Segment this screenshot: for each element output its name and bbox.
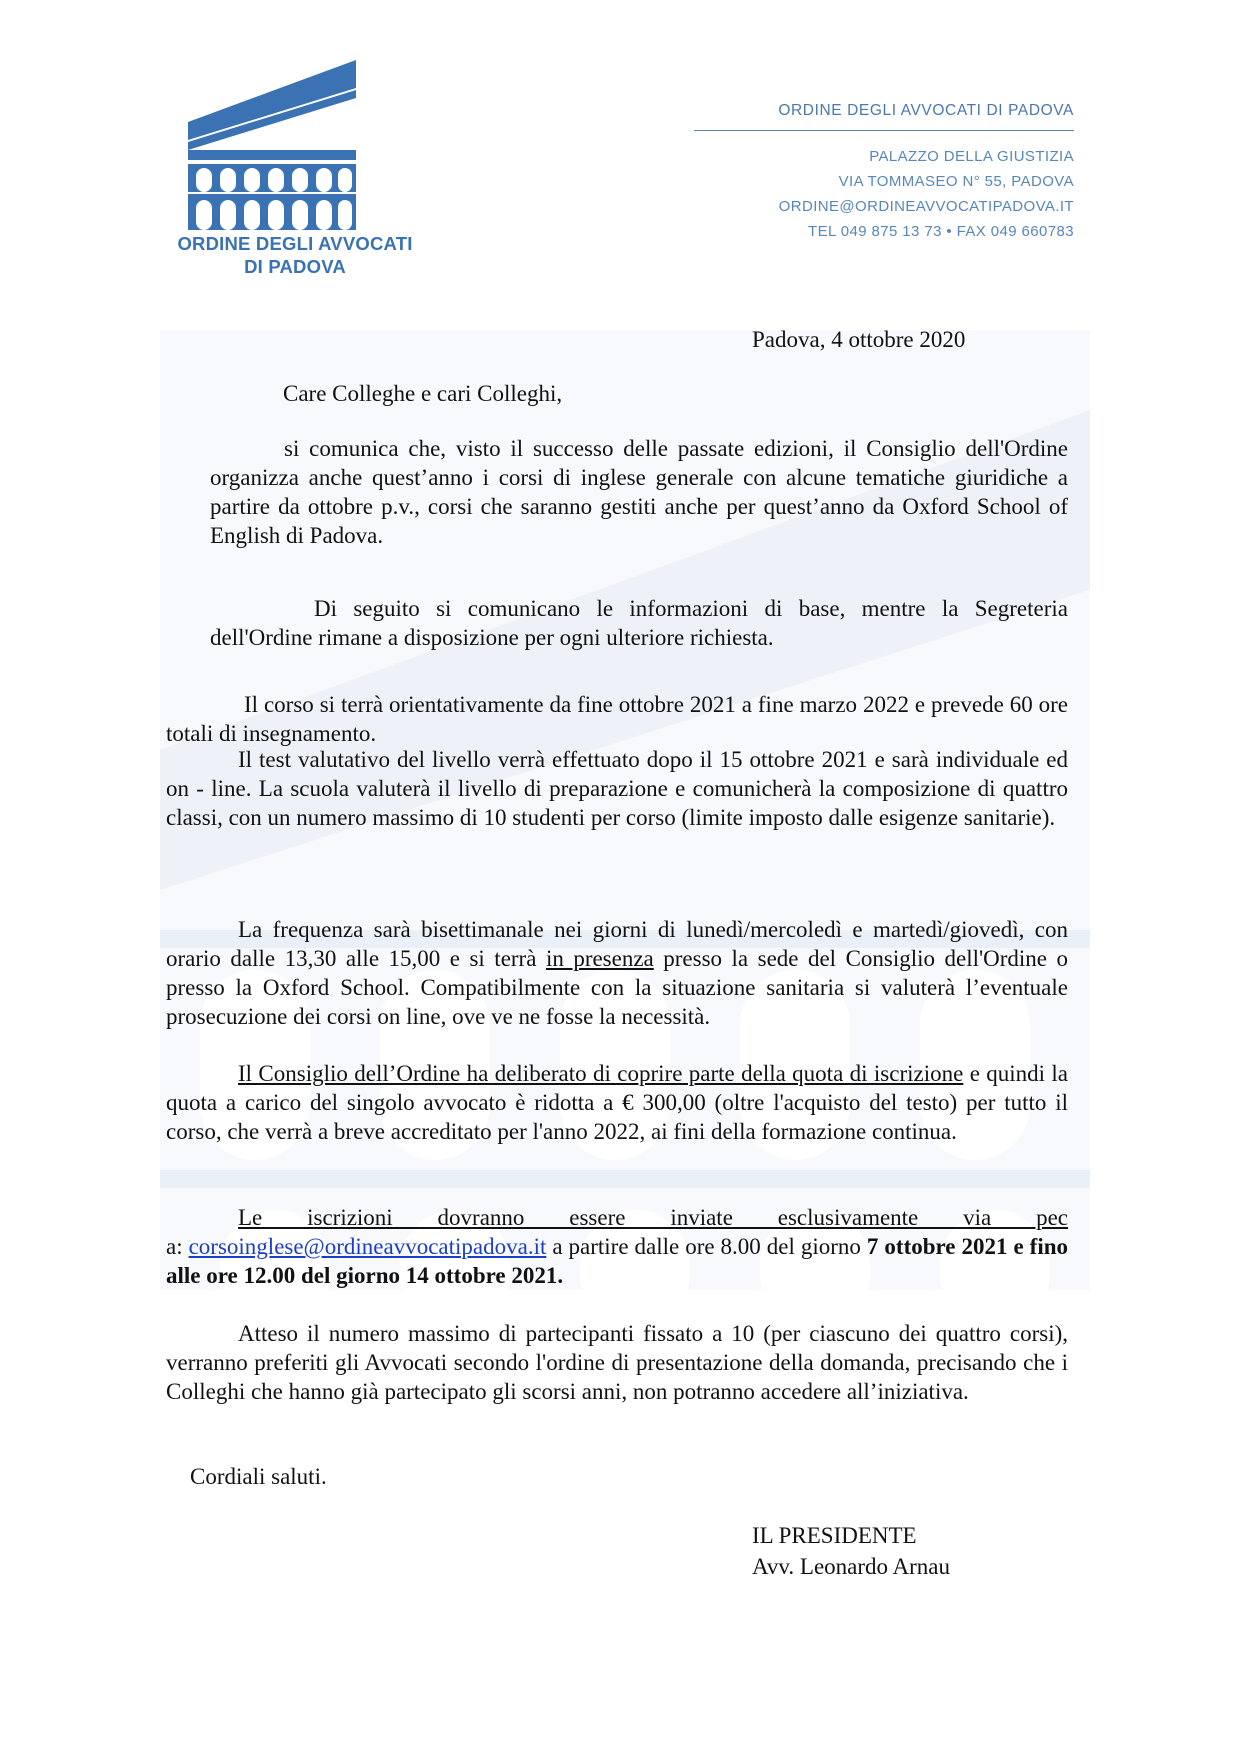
fee-text: e quindi la quota a carico del singolo avvocato è ridotta a € 300,00 (oltre l'acquisto del testo) per tutto il corso, che verrà a breve accreditato per l'anno 2022, ai fini della formazione continua. <box>166 1061 1069 1144</box>
letter-closing: Cordiali saluti. <box>190 1464 327 1489</box>
letterhead-email: ORDINE@ORDINEAVVOCATIPADOVA.IT <box>778 198 1074 215</box>
paragraph-level-test: Il test valutativo del livello verrà effettuato dopo il 15 ottobre 2021 e sarà individuale ed on - line. La scuola valuterà il livello di preparazione e comunicherà la composizione di quattro classi, con un numero massimo di 10 studenti per corso (limite imposto dalle esigenze sanitarie). <box>166 747 1068 830</box>
schedule-text-a: La frequenza sarà bisettimanale nei giorni di lunedì/mercoledì e martedì/giovedì, con orario dalle 13,30 alle 15,00 e si terrà <box>166 917 1068 971</box>
registration-to: a: <box>166 1234 183 1259</box>
paragraph-intro: si comunica che, visto il successo delle passate edizioni, il Consiglio dell'Ordine organizza anche quest’anno i corsi di inglese generale con alcune tematiche giuridiche a partire da ottobre p.v., corsi che saranno gestiti anche per quest’anno da Oxford School of English di Padova. <box>210 436 1068 548</box>
logo-name-line1: ORDINE DEGLI AVVOCATI <box>177 233 413 254</box>
letterhead-phone-fax: TEL 049 875 13 73 • FAX 049 660783 <box>808 223 1074 240</box>
signature-title: IL PRESIDENTE <box>752 1523 917 1548</box>
registration-start: a partire dalle ore 8.00 del giorno <box>552 1234 861 1259</box>
registration-instruction: Le iscrizioni dovranno essere inviate esclusivamente via pec <box>238 1205 1068 1230</box>
registration-dates: 7 ottobre 2021 e fino alle ore 12.00 del giorno 14 ottobre 2021. <box>166 1234 1069 1288</box>
schedule-in-presence: in presenza <box>545 946 654 971</box>
signature-name: Avv. Leonardo Arnau <box>752 1554 950 1579</box>
letterhead-address-line1: PALAZZO DELLA GIUSTIZIA <box>869 148 1074 165</box>
paragraph-info: Di seguito si comunicano le informazioni di base, mentre la Segreteria dell'Ordine rimane a disposizione per ogni ulteriore richiesta. <box>210 596 1068 650</box>
letterhead-org: ORDINE DEGLI AVVOCATI DI PADOVA <box>694 102 1074 131</box>
paragraph-schedule <box>166 915 1068 1031</box>
paragraph-participants: Atteso il numero massimo di partecipanti fissato a 10 (per ciascuno dei quattro corsi), verranno preferiti gli Avvocati secondo l'ordine di presentazione della domanda, precisando che i Colleghi che hanno già partecipato gli scorsi anni, non potranno accedere all’iniziativa. <box>166 1321 1068 1404</box>
fee-resolution: Il Consiglio dell’Ordine ha deliberato di coprire parte della quota di iscrizione <box>238 1061 964 1086</box>
paragraph-registration <box>166 1203 1068 1290</box>
logo-name-line2: DI PADOVA <box>244 256 346 277</box>
paragraph-fee <box>166 1059 1068 1146</box>
registration-email-link[interactable]: corsoinglese@ordineavvocatipadova.it <box>188 1234 547 1259</box>
letter-greeting: Care Colleghe e cari Colleghi, <box>283 381 563 406</box>
letterhead-contact <box>694 102 1074 244</box>
paragraph-course-dates: Il corso si terrà orientativamente da fine ottobre 2021 a fine marzo 2022 e prevede 60 ore totali di insegnamento. <box>166 692 1068 746</box>
colosseum-building-icon <box>186 60 406 230</box>
letterhead-address-line2: VIA TOMMASEO N° 55, PADOVA <box>838 173 1074 190</box>
logo-wordmark <box>160 232 430 278</box>
schedule-text-b: presso la sede del Consiglio dell'Ordine o presso la Oxford School. Compatibilmente con la situazione sanitaria si valuterà l’eventuale prosecuzione dei corsi on line, ove ve ne fosse la necessità. <box>166 946 1069 1029</box>
letter-date: Padova, 4 ottobre 2020 <box>752 327 966 352</box>
